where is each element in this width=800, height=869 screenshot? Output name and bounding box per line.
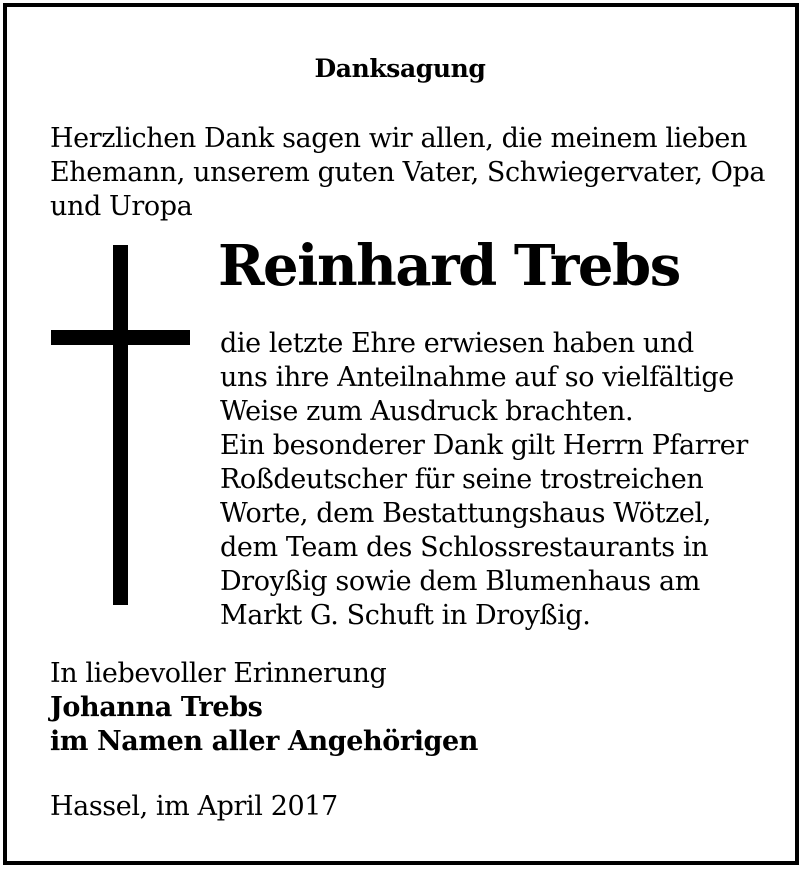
body-line: Roßdeutscher für seine trostreichen — [220, 464, 704, 495]
cross-icon — [113, 245, 128, 605]
intro-text — [50, 122, 765, 224]
closing-phrase: In liebevoller Erinnerung — [50, 658, 387, 689]
signatory-note: im Namen aller Angehörigen — [50, 726, 479, 757]
body-line: die letzte Ehre erwiesen haben und — [220, 328, 694, 359]
intro-line: und Uropa — [50, 191, 193, 222]
cross-icon-crossbar — [51, 330, 190, 345]
body-line: Worte, dem Bestattungshaus Wötzel, — [220, 498, 711, 529]
closing-block — [50, 657, 478, 759]
body-line: Ein besonderer Dank gilt Herrn Pfarrer — [220, 430, 748, 461]
body-line: Markt G. Schuft in Droyßig. — [220, 600, 591, 631]
deceased-name: Reinhard Trebs — [218, 233, 680, 299]
body-line: dem Team des Schlossrestaurants in — [220, 532, 709, 563]
intro-line: Herzlichen Dank sagen wir allen, die meinem lieben — [50, 123, 747, 154]
body-line: uns ihre Anteilnahme auf so vielfältige — [220, 362, 734, 393]
body-line: Weise zum Ausdruck brachten. — [220, 396, 634, 427]
notice-title: Danksagung — [314, 54, 486, 83]
place-date: Hassel, im April 2017 — [50, 791, 338, 822]
intro-line: Ehemann, unserem guten Vater, Schwiegervater, Opa — [50, 157, 766, 188]
body-line: Droyßig sowie dem Blumenhaus am — [220, 566, 700, 597]
thanks-body — [220, 327, 748, 633]
signatory-name: Johanna Trebs — [50, 692, 263, 723]
